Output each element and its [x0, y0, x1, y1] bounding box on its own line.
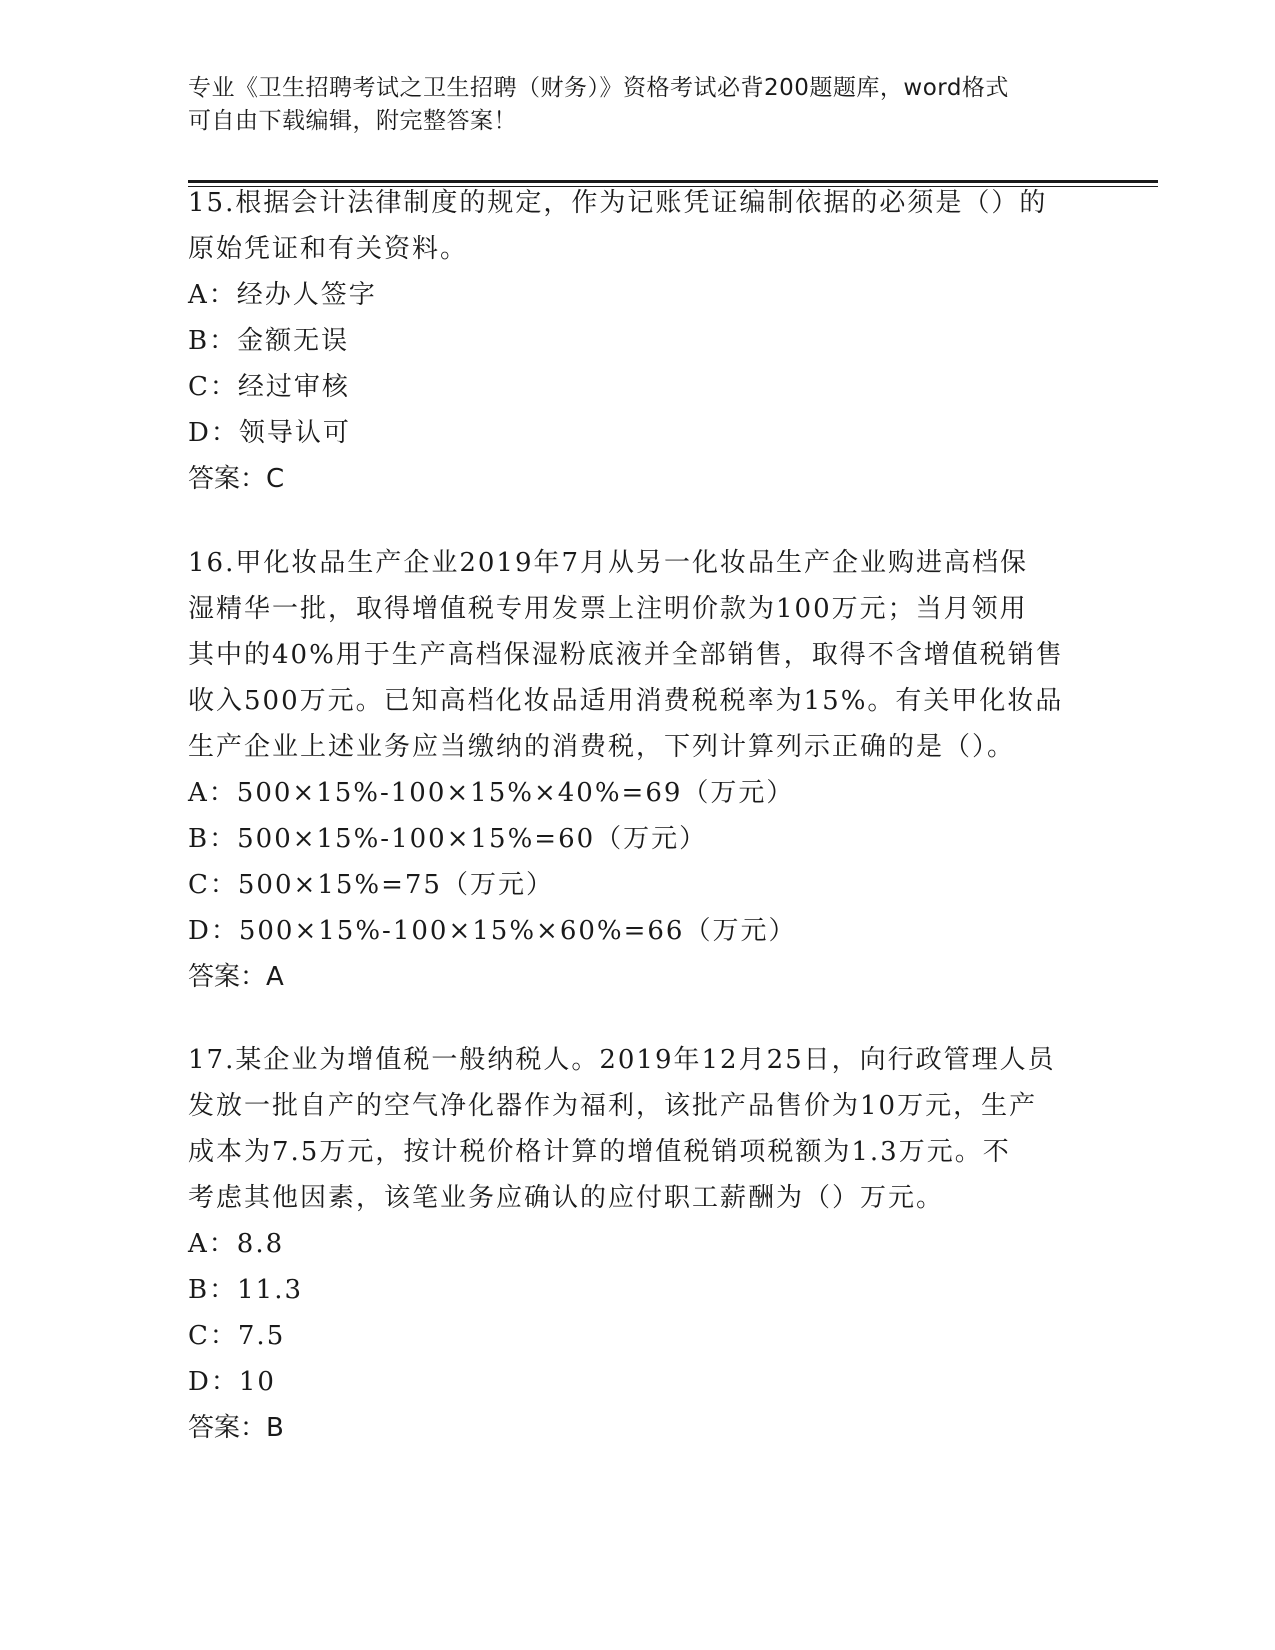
answer: 答案：C	[188, 464, 285, 494]
option-c: C：7.5	[188, 1321, 286, 1351]
option-c: C：500×15%=75（万元）	[188, 870, 554, 900]
question-text: 17.某企业为增值税一般纳税人。2019年12月25日，向行政管理人员	[188, 1045, 1056, 1075]
question-text: 15.根据会计法律制度的规定，作为记账凭证编制依据的必须是（）的	[188, 188, 1048, 218]
option-b: B：500×15%-100×15%=60（万元）	[188, 824, 708, 854]
option-c: C：经过审核	[188, 372, 350, 402]
question-15	[188, 180, 1088, 502]
document-header	[188, 72, 1088, 138]
question-text: 考虑其他因素，该笔业务应确认的应付职工薪酬为（）万元。	[188, 1183, 945, 1213]
question-text: 发放一批自产的空气净化器作为福利，该批产品售价为10万元，生产	[188, 1091, 1038, 1121]
header-line: 可自由下载编辑，附完整答案！	[188, 108, 517, 134]
question-text: 16.甲化妆品生产企业2019年7月从另一化妆品生产企业购进高档保	[188, 548, 1029, 578]
question-16	[188, 540, 1088, 1000]
answer: 答案：A	[188, 962, 284, 992]
answer: 答案：B	[188, 1413, 284, 1443]
option-a: A：经办人签字	[188, 280, 377, 310]
question-17	[188, 1037, 1088, 1451]
option-b: B：金额无误	[188, 326, 350, 356]
option-a: A：500×15%-100×15%×40%=69（万元）	[188, 778, 795, 808]
question-text: 原始凭证和有关资料。	[188, 234, 469, 264]
question-text: 收入500万元。已知高档化妆品适用消费税税率为15%。有关甲化妆品	[188, 686, 1064, 716]
question-text: 生产企业上述业务应当缴纳的消费税，下列计算列示正确的是（）。	[188, 732, 1016, 762]
option-b: B：11.3	[188, 1275, 303, 1305]
question-text: 成本为7.5万元，按计税价格计算的增值税销项税额为1.3万元。不	[188, 1137, 1011, 1167]
header-line: 专业《卫生招聘考试之卫生招聘（财务）》资格考试必背200题题库，word格式	[188, 75, 1009, 101]
option-d: D：10	[188, 1367, 276, 1397]
question-text: 其中的40%用于生产高档保湿粉底液并全部销售，取得不含增值税销售	[188, 640, 1064, 670]
option-a: A：8.8	[188, 1229, 285, 1259]
option-d: D：500×15%-100×15%×60%=66（万元）	[188, 916, 797, 946]
question-text: 湿精华一批，取得增值税专用发票上注明价款为100万元；当月领用	[188, 594, 1028, 624]
option-d: D：领导认可	[188, 418, 351, 448]
